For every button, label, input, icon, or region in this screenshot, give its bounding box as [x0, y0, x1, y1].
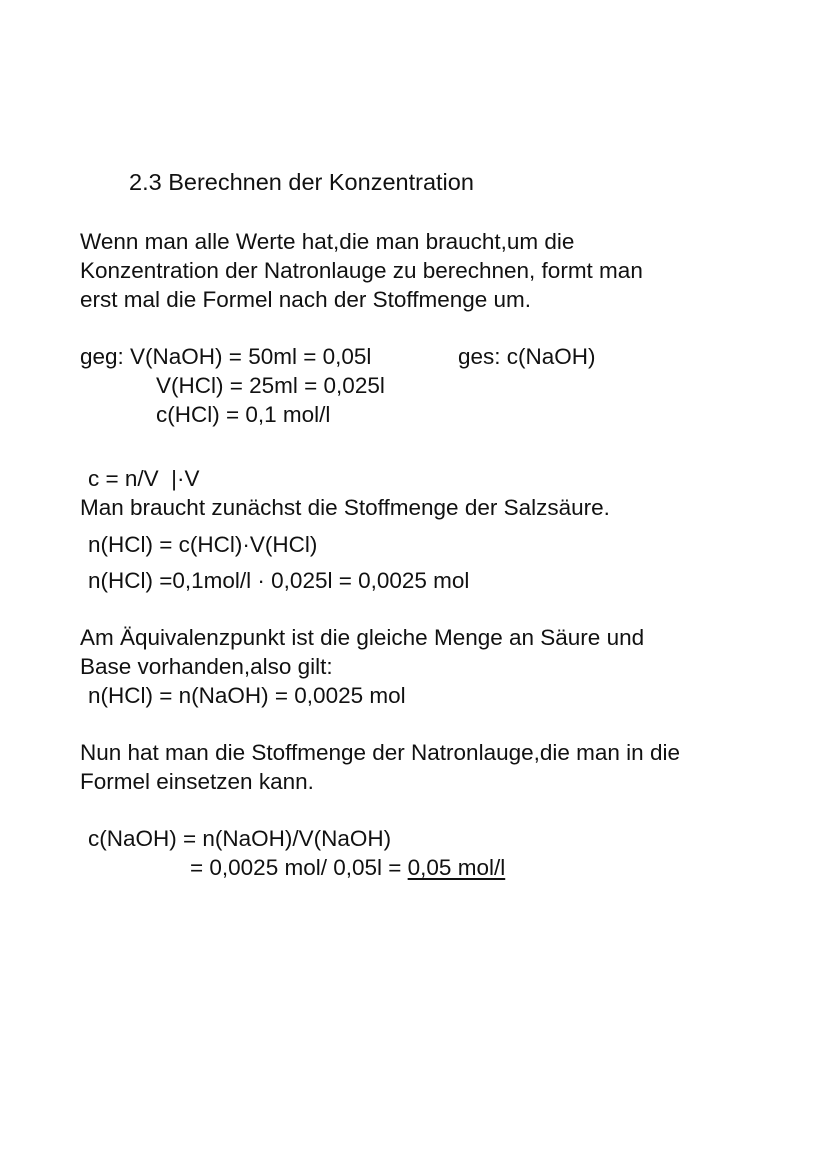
sought-value: ges: c(NaOH) [458, 344, 596, 369]
final-result: 0,05 mol/l [407, 855, 506, 880]
n-hcl-formula: n(HCl) = c(HCl)·V(HCl) [88, 532, 318, 557]
section-heading: 2.3 Berechnen der Konzentration [129, 169, 474, 195]
now-text-line-1: Nun hat man die Stoffmenge der Natronlauge,die man in die [80, 740, 680, 765]
given-volume-hcl: V(HCl) = 25ml = 0,025l [156, 373, 385, 398]
now-text-line-2: Formel einsetzen kann. [80, 769, 314, 794]
intro-line-3: erst mal die Formel nach der Stoffmenge um. [80, 287, 532, 312]
intro-line-1: Wenn man alle Werte hat,die man braucht,um die [80, 229, 575, 254]
n-hcl-calculation: n(HCl) =0,1mol/l · 0,025l = 0,0025 mol [88, 568, 470, 593]
given-volume-naoh: geg: V(NaOH) = 50ml = 0,05l [80, 344, 372, 369]
step1-text: Man braucht zunächst die Stoffmenge der Salzsäure. [80, 495, 610, 520]
concentration-formula: c = n/V |·V [88, 466, 200, 491]
final-calculation [190, 854, 505, 882]
equivalence-equation: n(HCl) = n(NaOH) = 0,0025 mol [88, 683, 406, 708]
equivalence-line-1: Am Äquivalenzpunkt ist die gleiche Menge an Säure und [80, 625, 645, 650]
final-calculation-prefix: = 0,0025 mol/ 0,05l = [190, 855, 408, 880]
final-formula: c(NaOH) = n(NaOH)/V(NaOH) [88, 826, 392, 851]
intro-line-2: Konzentration der Natronlauge zu berechnen, formt man [80, 258, 643, 283]
equivalence-line-2: Base vorhanden,also gilt: [80, 654, 333, 679]
given-concentration-hcl: c(HCl) = 0,1 mol/l [156, 402, 331, 427]
